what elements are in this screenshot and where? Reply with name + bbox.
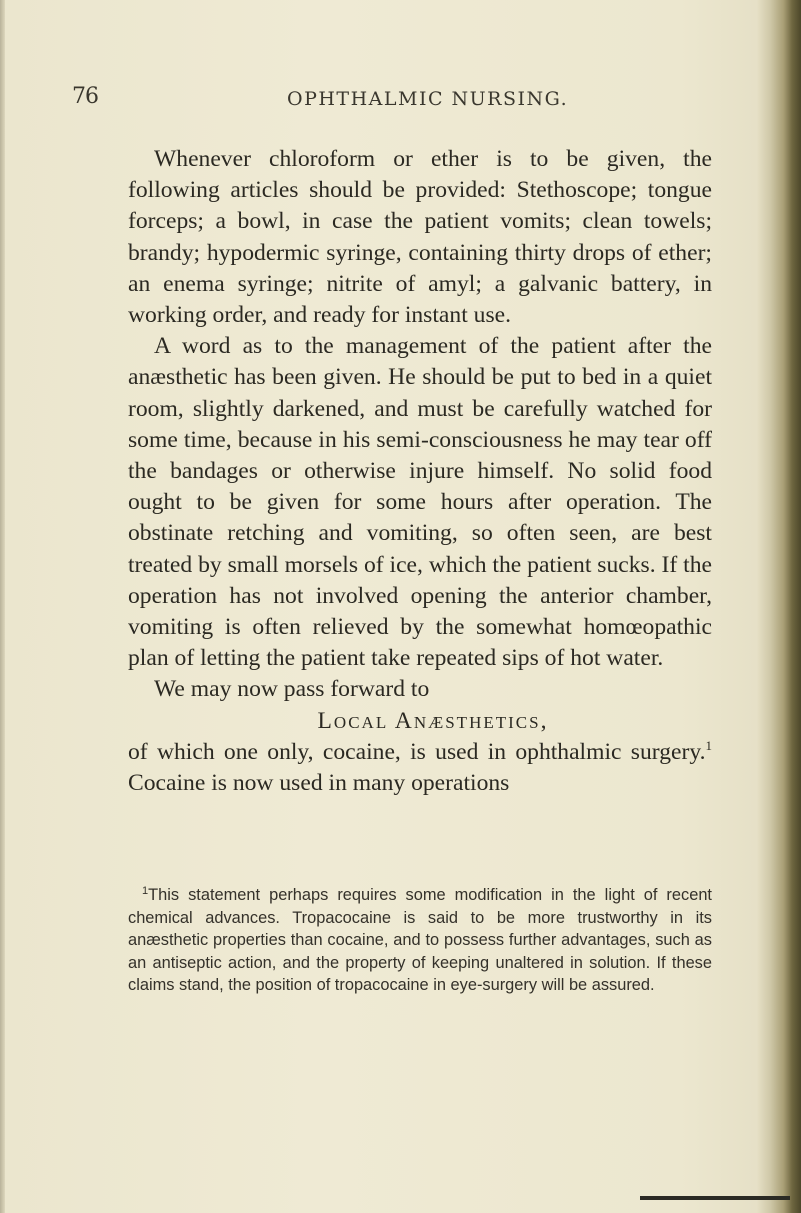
- section-heading: Local Anæsthetics,: [317, 707, 549, 734]
- footnote-reference: 1: [705, 737, 712, 753]
- paragraph-cocaine: [128, 737, 712, 799]
- paragraph-transition: We may now pass forward to: [154, 676, 430, 703]
- footnote-marker: 1: [142, 885, 149, 897]
- running-title: OPHTHALMIC NURSING.: [287, 88, 569, 110]
- paragraph-cocaine-part-2: Cocaine is now used in many operations: [128, 770, 510, 797]
- page-number: 76: [72, 84, 98, 109]
- page-left-edge: [0, 0, 5, 1213]
- paragraph-patient-management: A word as to the management of the patient after the anæsthetic has been given. He should be put to bed in a quiet room, slightly darkened, and must be carefully watched for some time, because in his semi-consciousness he may tear off the bandages or otherwise injure himself. No solid food ought to be given for some hours after operation. The obstinate retching and vomiting, so often seen, are best treated by small morsels of ice, which the patient sucks. If the operation has not involved opening the anterior chamber, vomiting is often relieved by the somewhat homœopathic plan of letting the patient take repeated sips of hot water.: [128, 333, 712, 672]
- footnote-text: This statement perhaps requires some modification in the light of recent chemical advances. Tropacocaine is said to be more trustworthy in its anæsthetic properties than cocaine, and to possess further advantages, such as an antiseptic action, and the property of keeping unaltered in solution. If these claims stand, the position of tropacocaine in eye-surgery will be assured.: [128, 886, 712, 995]
- main-text: [128, 144, 712, 799]
- page-binding-edge: [757, 0, 801, 1213]
- footnote: [128, 884, 712, 997]
- footnote-paragraph: [128, 884, 712, 997]
- paragraph-cocaine-part-1: of which one only, cocaine, is used in ophthalmic surgery.: [128, 738, 706, 765]
- paragraph-articles-list: Whenever chloroform or ether is to be given, the following articles should be provided: Stethoscope; tongue forceps; a bowl, in case the patient vomits; clean towels; brandy; hypodermic syringe, containing thirty drops of ether; an enema syringe; nitrite of amyl; a galvanic battery, in working order, and ready for instant use.: [128, 146, 712, 329]
- page-bottom-rule: [640, 1196, 790, 1200]
